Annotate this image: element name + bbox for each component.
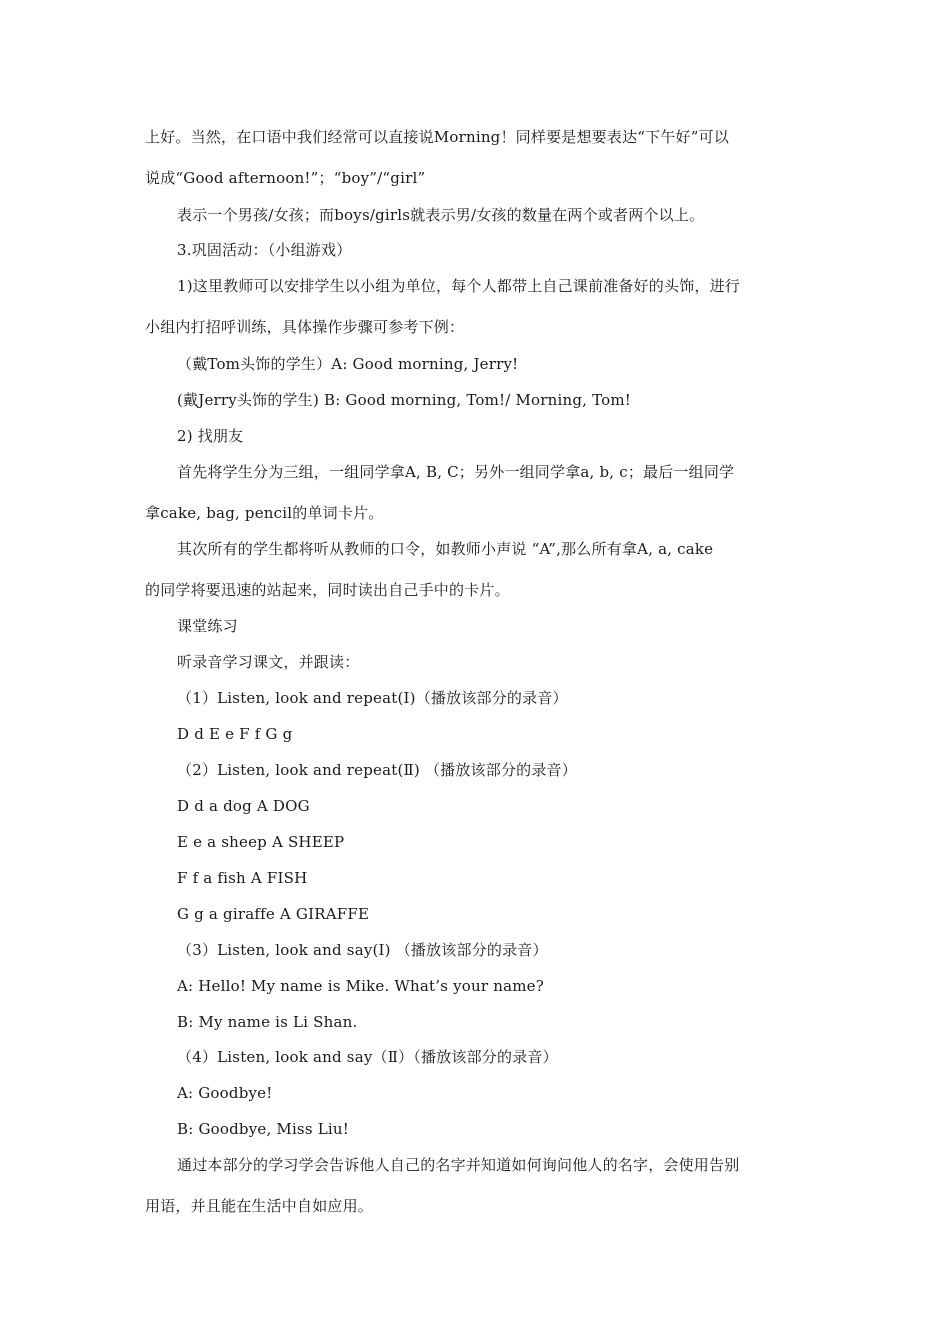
- subsection-heading: 2) 找朋友: [177, 427, 244, 445]
- text-line: 拿cake, bag, pencil的单词卡片。: [145, 504, 384, 522]
- text-line: 其次所有的学生都将听从教师的口令，如教师小声说 “A”,那么所有拿A, a, cake: [177, 540, 714, 558]
- text-line: 小组内打招呼训练，具体操作步骤可参考下例：: [145, 318, 465, 336]
- exercise-heading: （2）Listen, look and repeat(Ⅱ) （播放该部分的录音）: [177, 761, 577, 779]
- text-line: 1)这里教师可以安排学生以小组为单位，每个人都带上自己课前准备好的头饰，进行: [177, 277, 740, 295]
- text-line: 上好。当然，在口语中我们经常可以直接说Morning！同样要是想要表达“下午好”可以: [145, 128, 730, 146]
- text-line: 表示一个男孩/女孩；而boys/girls就表示男/女孩的数量在两个或者两个以上。: [177, 206, 705, 224]
- word-line: G g a giraffe A GIRAFFE: [177, 905, 370, 923]
- text-line: 说成“Good afternoon!”；“boy”/“girl”: [145, 169, 426, 187]
- word-line: F f a fish A FISH: [177, 869, 308, 887]
- exercise-heading: （3）Listen, look and say(Ⅰ) （播放该部分的录音）: [177, 941, 548, 959]
- dialogue-line: (戴Jerry头饰的学生) B: Good morning, Tom!/ Morning, Tom!: [177, 391, 632, 409]
- dialogue-line: B: My name is Li Shan.: [177, 1013, 358, 1031]
- section-heading: 课堂练习: [177, 617, 238, 635]
- text-line: 的同学将要迅速的站起来，同时读出自己手中的卡片。: [145, 581, 510, 599]
- dialogue-line: （戴Tom头饰的学生）A: Good morning, Jerry!: [177, 355, 519, 373]
- exercise-heading: （4）Listen, look and say（Ⅱ）（播放该部分的录音）: [177, 1048, 558, 1066]
- dialogue-line: A: Hello! My name is Mike. What’s your name?: [177, 977, 544, 995]
- word-line: D d a dog A DOG: [177, 797, 310, 815]
- text-line: 听录音学习课文，并跟读：: [177, 653, 360, 671]
- text-line: 首先将学生分为三组，一组同学拿A, B, C；另外一组同学拿a, b, c；最后一组同学: [177, 463, 735, 481]
- word-line: E e a sheep A SHEEP: [177, 833, 345, 851]
- letter-line: D d E e F f G g: [177, 725, 293, 743]
- text-line: 通过本部分的学习学会告诉他人自己的名字并知道如何询问他人的名字，会使用告别: [177, 1156, 740, 1174]
- text-line: 用语，并且能在生活中自如应用。: [145, 1197, 374, 1215]
- dialogue-line: A: Goodbye!: [177, 1084, 273, 1102]
- dialogue-line: B: Goodbye, Miss Liu!: [177, 1120, 349, 1138]
- exercise-heading: （1）Listen, look and repeat(Ⅰ)（播放该部分的录音）: [177, 689, 568, 707]
- section-heading: 3.巩固活动：（小组游戏）: [177, 241, 352, 259]
